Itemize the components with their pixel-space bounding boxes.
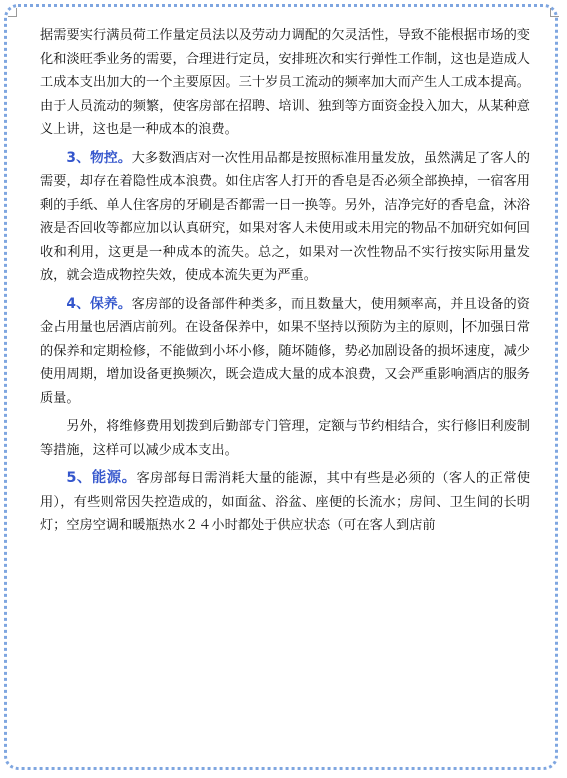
margin-corner-mark — [8, 8, 17, 17]
document-body[interactable] — [40, 24, 530, 538]
paragraph-text: 不加强日常的保养和定期检修，不能做到小坏小修，随坏随修，势必加剧设备的损坏速度，减少使用周期，增加设备更换频次，既会造成大量的成本浪费，又会严重影响酒店的服务质量。 — [40, 320, 531, 406]
paragraph-other — [40, 415, 530, 462]
paragraph-text: 另外，将维修费用划拨到后勤部专门管理，定额与节约相结合，实行修旧利废制等措施，这样可以减少成本支出。 — [40, 419, 530, 458]
section-4-heading: 4、保养。 — [66, 295, 132, 312]
section-5-paragraph — [40, 467, 530, 538]
section-4-paragraph — [40, 293, 530, 411]
section-5-heading: 5、能源。 — [66, 470, 137, 486]
section-3-paragraph — [40, 147, 530, 288]
section-3-heading: 3、物控。 — [66, 149, 132, 166]
paragraph-text: 据需要实行满员荷工作量定员法以及劳动力调配的欠灵活性，导致不能根据市场的变化和淡旺季业务的需要，合理进行定员，安排班次和实行弹性工作制，这也是造成人工成本支出加大的一个主要原因。三十岁员工流动的频率加大而产生人工成本提高。由于人员流动的频繁，使客房部在招聘、培训、独到等方面资金投入加大，从某种意义上讲，这也是一种成本的浪费。 — [40, 28, 530, 137]
paragraph-intro — [40, 24, 530, 142]
paragraph-text: 客房部每日需消耗大量的能源，其中有些是必须的（客人的正常使用），有些则常因失控造成的，如面盆、浴盆、座便的长流水；房间、卫生间的长明灯；空房空调和暖瓶热水２４小时都处于供应状态（可在客人到店前 — [40, 471, 531, 533]
paragraph-text: 大多数酒店对一次性用品都是按照标准用量发放，虽然满足了客人的需要，却存在着隐性成本浪费。如住店客人打开的香皂是否必须全部换掉，一宿客用剩的手纸、单人住客房的牙刷是否都需一日一换等。另外，洁净完好的香皂盒，沐浴液是否回收等都应加以认真研究，如果对客人未使用或未用完的物品不加研究如何回收和利用，这更是一种成本的流失。总之，如果对一次性物品不实行按实际用量发放，就会造成物控失效，使成本流失更为严重。 — [40, 150, 530, 283]
margin-corner-mark — [550, 8, 559, 17]
paragraph-text: 客房部的设备部件种类多，而且数量大，使用频率高，并且设备的资金占用量也居酒店前列。在设备保养中，如果不坚持以预防为主的原则， — [40, 296, 530, 335]
